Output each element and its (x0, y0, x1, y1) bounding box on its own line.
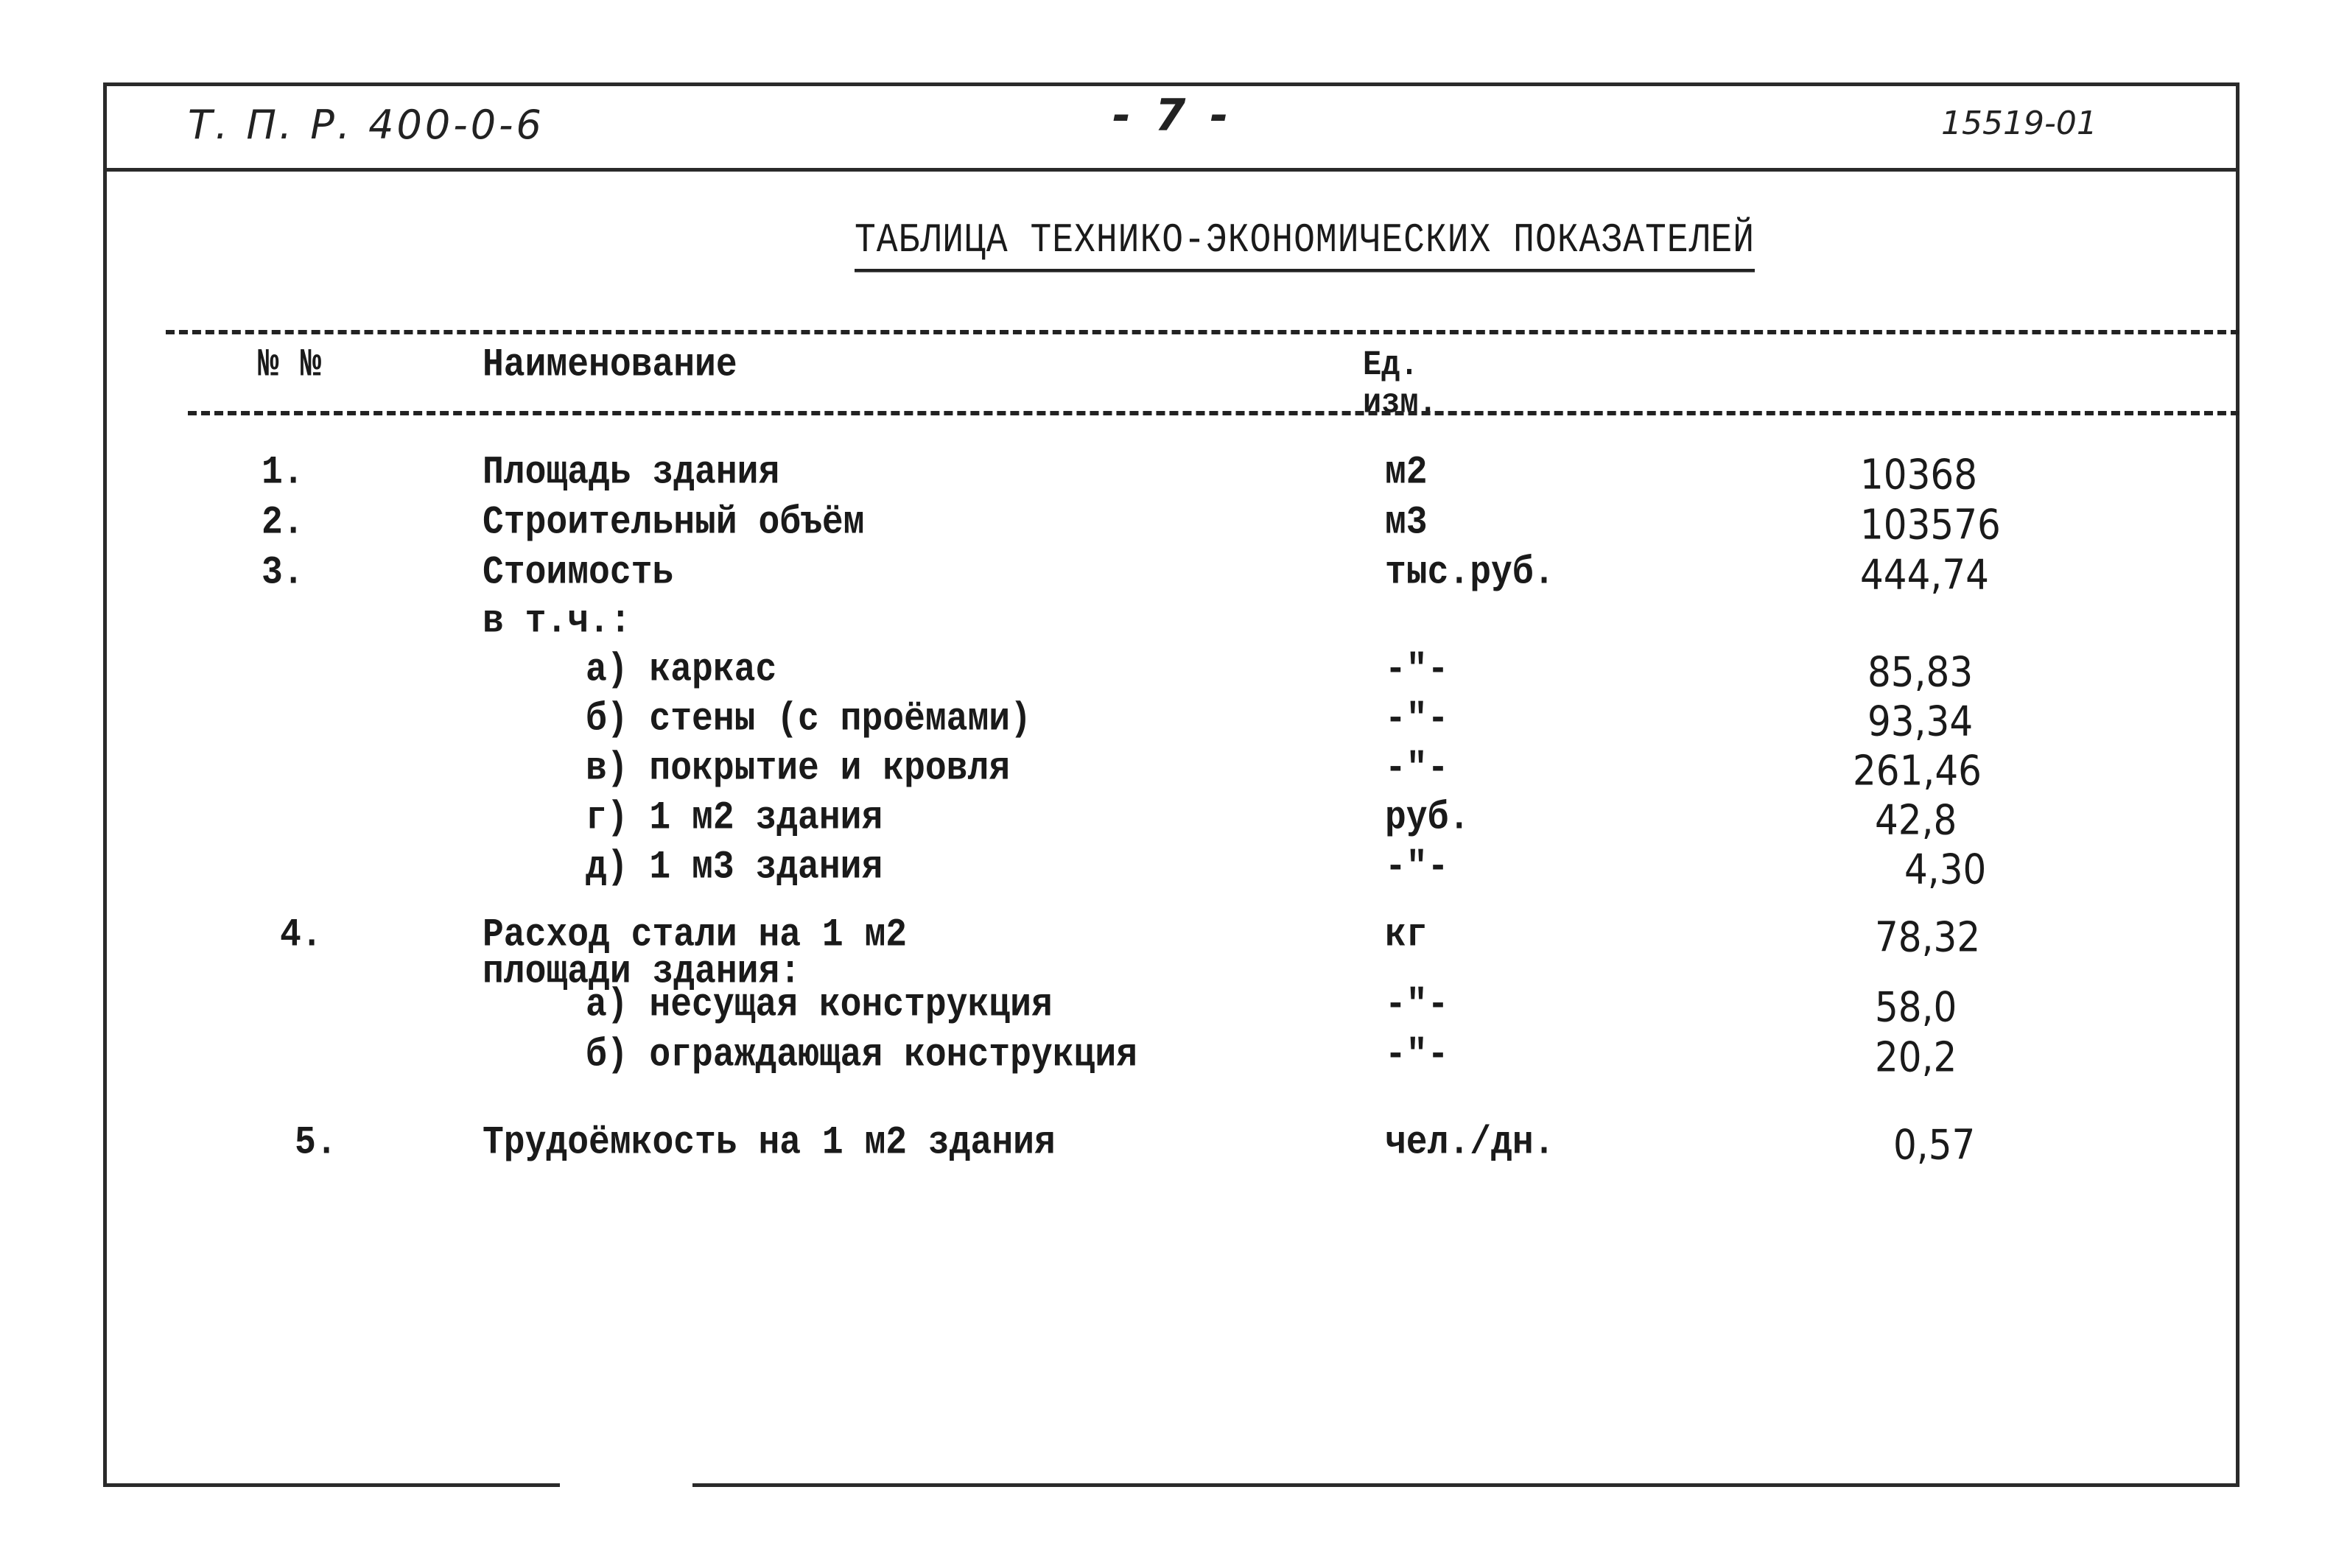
row-unit: чел./дн. (1385, 1121, 1555, 1166)
row-unit: -"- (1385, 747, 1449, 792)
row-value: 10368 (1860, 451, 1978, 499)
row-number: 4. (280, 913, 323, 958)
frame-bottom-gap (560, 1480, 692, 1489)
row-name: Площадь здания (483, 451, 780, 496)
table-title: ТАБЛИЦА ТЕХНИКО-ЭКОНОМИЧЕСКИХ ПОКАЗАТЕЛЕЙ (855, 218, 1755, 273)
page-number: - 7 - (1112, 90, 1233, 141)
column-header-unit-line2: изм. (1363, 383, 1437, 423)
row-name: в) покрытие и кровля (586, 747, 1011, 792)
row-unit: руб. (1385, 796, 1470, 841)
frame-bottom-border (103, 1483, 2239, 1487)
row-name-continuation: площади здания: (483, 950, 802, 995)
row-name: Расход стали на 1 м2 (483, 913, 908, 958)
row-unit: -"- (1385, 845, 1449, 890)
row-number: 1. (262, 451, 304, 496)
table-top-rule (166, 330, 2239, 334)
row-unit: -"- (1385, 648, 1449, 693)
row-name: б) стены (с проёмами) (586, 697, 1031, 742)
row-name: Трудоёмкость на 1 м2 здания (483, 1121, 1056, 1166)
header-divider (103, 168, 2239, 172)
row-value: 444,74 (1860, 551, 1989, 599)
row-number: 2. (262, 501, 304, 546)
row-name: д) 1 м3 здания (586, 845, 883, 890)
row-unit: кг (1385, 913, 1428, 958)
row-name: Строительный объём (483, 501, 865, 546)
column-header-unit-line1: Ед. (1363, 345, 1419, 385)
row-name: а) каркас (586, 648, 777, 693)
row-subheading: в т.ч.: (483, 600, 631, 644)
row-name: а) несущая конструкция (586, 983, 1053, 1028)
row-value: 93,34 (1867, 697, 1974, 745)
table-header-rule (188, 411, 2239, 415)
row-value: 42,8 (1875, 796, 1957, 844)
row-value: 78,32 (1875, 913, 1981, 961)
row-unit: м3 (1385, 501, 1428, 546)
row-name: Стоимость (483, 551, 674, 596)
row-unit: -"- (1385, 1033, 1449, 1078)
row-value: 261,46 (1853, 747, 1982, 795)
row-unit: м2 (1385, 451, 1428, 496)
row-unit: -"- (1385, 697, 1449, 742)
sheet-code: 15519-01 (1941, 105, 2097, 142)
row-number: 5. (295, 1121, 337, 1166)
row-value: 20,2 (1875, 1033, 1957, 1081)
row-name: г) 1 м2 здания (586, 796, 883, 841)
column-header-name: Наименование (483, 343, 737, 388)
row-value: 4,30 (1904, 845, 1987, 893)
row-value: 85,83 (1867, 648, 1974, 696)
document-code: Т. П. Р. 400-0-6 (188, 102, 544, 148)
row-value: 58,0 (1875, 983, 1957, 1031)
row-unit: тыс.руб. (1385, 551, 1555, 596)
row-unit: -"- (1385, 983, 1449, 1028)
row-name: б) ограждающая конструкция (586, 1033, 1137, 1078)
row-number: 3. (262, 551, 304, 596)
column-header-number: № № (258, 343, 322, 388)
row-value: 0,57 (1893, 1121, 1976, 1169)
row-value: 103576 (1860, 501, 2001, 549)
